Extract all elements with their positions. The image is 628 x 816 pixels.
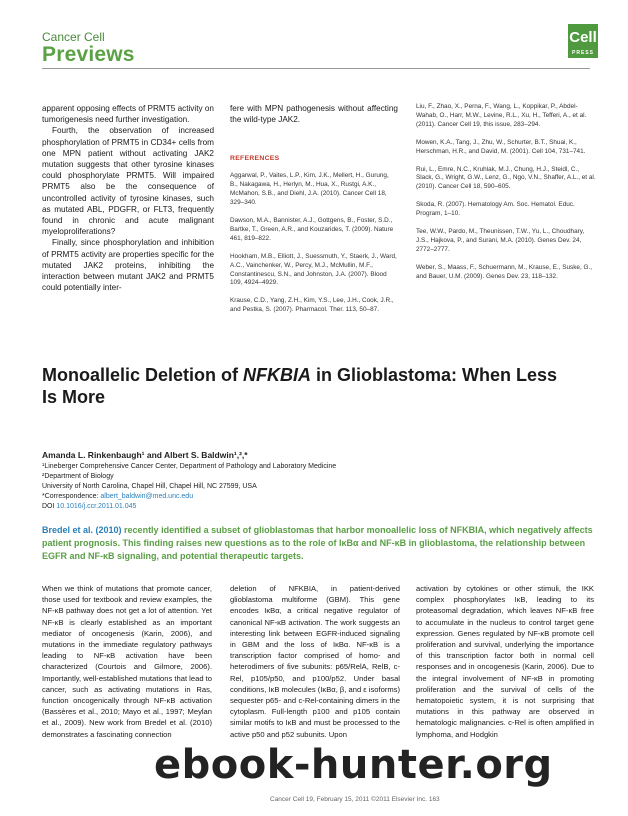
cell-press-logo bbox=[568, 24, 598, 58]
reference-item: Krause, C.D., Yang, Z.H., Kim, Y.S., Lee, J.H., Cook, J.R., and Pestka, S. (2007). Pharmacol. Ther. 113, 50–87. bbox=[230, 297, 394, 314]
body-column-2: deletion of NFKBIA, in patient-derived glioblastoma multiforme (GBM). This gene encodes IκBα, a critical negative regulator of canonical NF-κB activation. The work suggests an interesting link between EGFR-induced signaling in GBM and the loss of IκBα. NF-κB is a transcription factor comprised of homo- and heterodimers of five subunits: p65/RelA, RelB, c-Rel, p105/p50, and p100/p52. Under basal conditions, IκB molecules (IκBα, β, and ε isoforms) sequester p65- and c-Rel-containing dimers in the cytoplasm. Full-length p100 and p105 contain similar motifs to IκB and must be processed to the active p50 and p52 subunits. Upon bbox=[230, 584, 400, 739]
article-title bbox=[42, 364, 562, 408]
watermark: ebook-hunter.org bbox=[154, 742, 553, 788]
summary-text: recently identified a subset of glioblastomas that harbor monoallelic loss of NFKBIA, which negatively affects patient prognosis. This finding raises new questions as to the role of IκBα and NF-κB in glioblastoma, the relationship between EGFR and NF-κB signaling, and potential therapeutic targets. bbox=[42, 525, 593, 562]
affiliation: ²Department of Biology bbox=[42, 473, 114, 480]
affiliation: University of North Carolina, Chapel Hill, Chapel Hill, NC 27599, USA bbox=[42, 483, 257, 490]
reference-item: Skoda, R. (2007). Hematology Am. Soc. Hematol. Educ. Program, 1–10. bbox=[416, 201, 575, 218]
reference-item: Liu, F., Zhao, X., Perna, F., Wang, L., Koppikar, P., Abdel-Wahab, O., Harr, M.W., Levine, R.L., Xu, H., Tefferi, A., et al. (2011). Cancer Cell 19, this issue, 283–294. bbox=[416, 103, 587, 128]
paragraph: Finally, since phosphorylation and inhibition of PRMT5 activity are properties specific for the mutated JAK2 proteins, inhibiting the interaction between mutant JAK2 and PRMT5 could potentially inter- bbox=[42, 238, 215, 293]
references-heading: REFERENCES bbox=[230, 155, 280, 163]
doi-link[interactable]: 10.1016/j.ccr.2011.01.045 bbox=[56, 503, 137, 510]
reference-item: Tee, W.W., Pardo, M., Theunissen, T.W., Yu, L., Choudhary, J.S., Hajkova, P., and Surani, M.A. (2010). Genes Dev. 24, 2772–2777. bbox=[416, 228, 585, 253]
top-column-1 bbox=[42, 103, 214, 293]
paragraph: apparent opposing effects of PRMT5 activity on tumorigenesis need further investigation. bbox=[42, 104, 214, 125]
reference-list bbox=[230, 172, 398, 315]
title-text: Monoallelic Deletion of bbox=[42, 365, 244, 385]
doi bbox=[42, 502, 602, 512]
correspondence bbox=[42, 492, 602, 502]
reference-item: Hookham, M.B., Elliott, J., Suessmuth, Y., Staerk, J., Ward, A.C., Vainchenker, W., Percy, M.J., McMullin, M.F., Constantinescu, S.N., and Johnston, J.A. (2007). Blood 109, 4924–4929. bbox=[230, 252, 397, 287]
affiliation: ¹Lineberger Comprehensive Cancer Center, Department of Pathology and Laboratory Medicine bbox=[42, 463, 337, 470]
author-block bbox=[42, 450, 602, 512]
email-link[interactable]: albert_baldwin@med.unc.edu bbox=[100, 493, 194, 500]
reference-item: Rui, L., Emre, N.C., Kruhlak, M.J., Chung, H.J., Steidl, C., Slack, G., Wright, G.W., Lenz, G., Ngo, V.N., Shaffer, A.L., et al. (2010). Cancer Cell 18, 590–605. bbox=[416, 165, 596, 191]
body-column-3: activation by cytokines or other stimuli, the IKK complex phosphorylates IκB, leading to its proteasomal degradation, which leaves NF-κB free to accumulate in the nucleus to control target gene expression. Genes regulated by NF-κB promote cell proliferation and survival, underlying the importance of this transcription factor both in normal cell responses and in oncogenesis (Karin, 2006). Due to the integral involvement of NF-κB in promoting proliferation and the survival of cells of the hematopoietic system, it is not surprising that mutations in this pathway are observed in hematologic malignancies. c-Rel is often amplified in lymphoma, and Hodgkin bbox=[416, 584, 594, 739]
logo-text: Cell bbox=[569, 29, 597, 46]
top-column-2 bbox=[230, 103, 398, 324]
reference-item: Weber, S., Maass, F., Schuermann, M., Krause, E., Suske, G., and Bauer, U.M. (2009). Genes Dev. 23, 118–132. bbox=[416, 263, 593, 280]
paragraph: fere with MPN pathogenesis without affecting the wild-type JAK2. bbox=[230, 104, 398, 125]
logo-subtext: PRESS bbox=[572, 50, 594, 56]
reference-item: Aggarwal, P., Vaites, L.P., Kim, J.K., Mellert, H., Gurung, B., Nakagawa, H., Herlyn, M., Hua, X., Rustgi, A.K., McMahon, S.B., and Diehl, J.A. (2010). Cancer Cell 18, 329–340. bbox=[230, 172, 389, 207]
body-column-1: When we think of mutations that promote cancer, those used for textbook and review examples, the NF-κB pathway does not get a lot of attention. Yet NF-κB is clearly established as an important mediator of oncogenesis (Karin, 2006), and mutations in the immediate regulatory pathways leading to NF-κB activation have been characterized (Courtois and Gilmore, 2006). Importantly, well-established mutations that lead to cancer, such as activating mutations in Ras, function oncogenically through NF-κB activation (Bassères et al., 2010; Mayo et al., 1997; Meylan et al., 2009). New work from Bredel et al. (2010) demonstrates a fascinating connection bbox=[42, 584, 212, 739]
reference-item: Mowen, K.A., Tang, J., Zhu, W., Schurter, B.T., Shuai, K., Herschman, H.R., and David, M. (2001). Cell 104, 731–741. bbox=[416, 138, 586, 155]
page-footer: Cancer Cell 19, February 15, 2011 ©2011 Elsevier Inc. 163 bbox=[270, 796, 440, 803]
reference-item: Dawson, M.A., Bannister, A.J., Gottgens, B., Foster, S.D., Bartke, T., Green, A.R., and Kouzarides, T. (2009). Nature 461, 819–822. bbox=[230, 217, 394, 242]
summary-citation-link[interactable]: Bredel et al. (2010) bbox=[42, 525, 122, 535]
title-text: in Glioblastoma: When Less Is More bbox=[42, 365, 558, 407]
correspondence-label: *Correspondence: bbox=[42, 493, 101, 500]
doi-label: DOI bbox=[42, 503, 57, 510]
journal-name: Cancer Cell bbox=[42, 30, 105, 44]
title-gene: NFKBIA bbox=[243, 365, 312, 385]
header-rule bbox=[42, 68, 590, 69]
article-summary bbox=[42, 524, 598, 564]
paragraph: Fourth, the observation of increased phosphorylation of PRMT5 in CD34+ cells from one MPN patient without activating JAK2 mutation suggests that other tyrosine kinases could phosphorylate PRMT5. Will impaired PRMT5 also be the consequence of uncontrolled activity of tyrosine kinases, such as mutated ABL, PDGFR, or FLT3, frequently found in chronic and acute malignant myeloproliferations? bbox=[42, 126, 214, 237]
authors: Amanda L. Rinkenbaugh¹ and Albert S. Baldwin¹,²,* bbox=[42, 450, 248, 460]
top-column-3 bbox=[416, 103, 596, 291]
section-title: Previews bbox=[42, 43, 135, 66]
